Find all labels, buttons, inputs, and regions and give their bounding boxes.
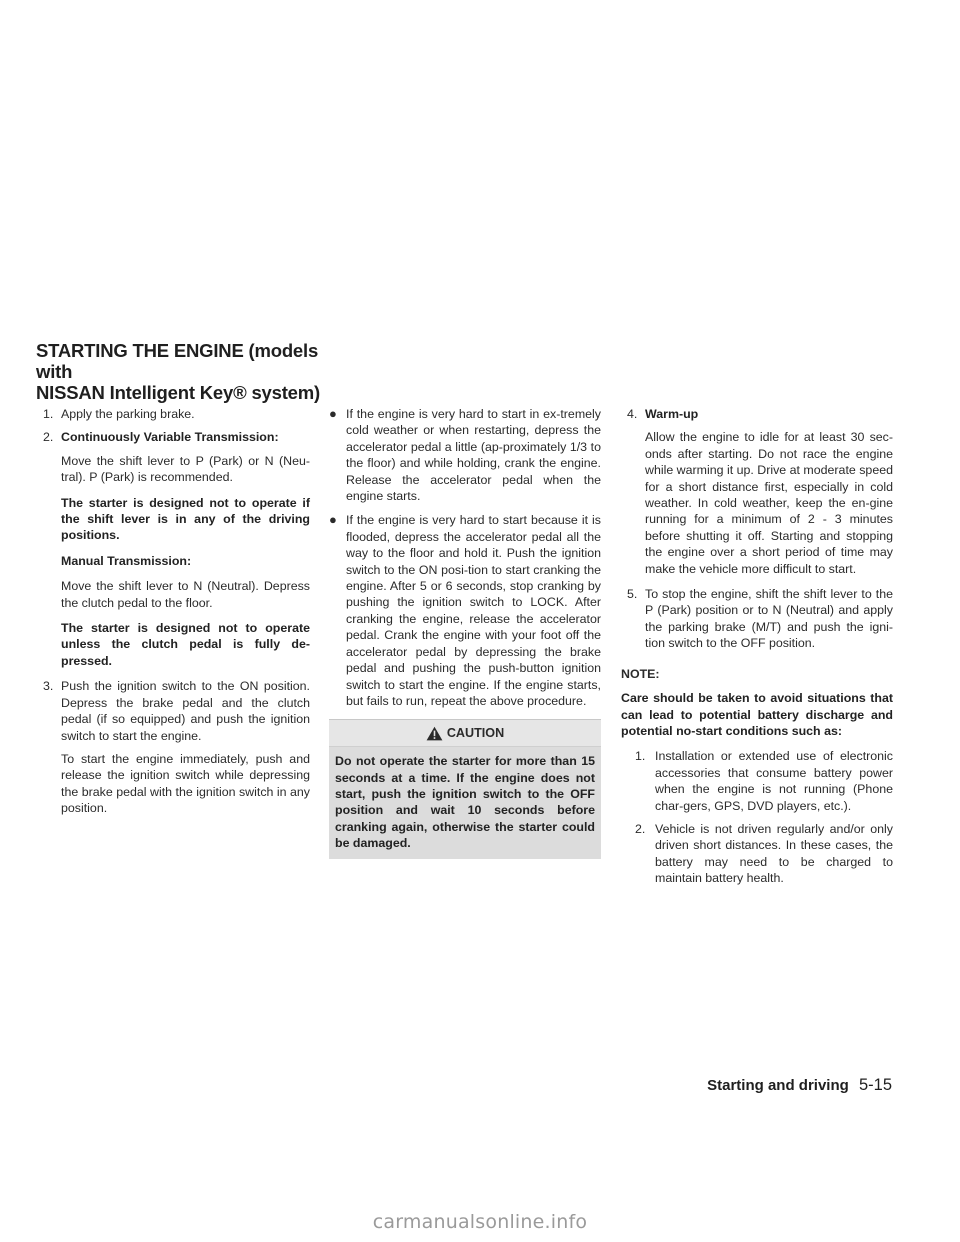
step-5 [621, 586, 893, 652]
note-item-number: 2. [635, 821, 646, 836]
footer-section-title: Starting and driving [707, 1077, 849, 1094]
step-1 [37, 406, 310, 422]
step-text: Apply the parking brake. [61, 407, 195, 421]
note-paragraph: Care should be taken to avoid situations that can lead to potential battery discharge and potential no-start conditions such as: [621, 691, 893, 738]
step-number: 5. [627, 587, 638, 602]
step-text: Push the ignition switch to the ON position. Depress the brake pedal and the clutch pedal (if so equipped) and push the ignition switch to start the engine. [61, 679, 310, 743]
note-label: NOTE: [621, 666, 660, 681]
column-right [621, 406, 893, 894]
column-left [37, 406, 310, 826]
subheading: Manual Transmission: [61, 553, 192, 568]
warning-paragraph: The starter is designed not to operate if the shift lever is in any of the driving positions. [61, 495, 310, 543]
heading-line-2: NISSAN Intelligent Key® system) [36, 382, 320, 403]
step-number: 3. [43, 679, 54, 694]
caution-box [329, 719, 601, 859]
bullet-item [329, 512, 601, 709]
caution-header [329, 720, 601, 747]
note-item-number: 1. [635, 749, 646, 764]
page-number: 5-15 [858, 1076, 892, 1094]
section-heading [36, 340, 356, 403]
heading-line-1: STARTING THE ENGINE (models with [36, 340, 319, 382]
paragraph: To start the engine immediately, push and release the ignition switch while depressing the brake pedal with the ignition switch in any position. [61, 751, 310, 816]
step-2 [37, 429, 310, 445]
bullet-text: If the engine is very hard to start because it is flooded, depress the accelerator pedal all the way to the floor and hold it. Push the ignition switch to the ON posi-tion to start cranking the engine. After 5 or 6 seconds, stop cranking by pushing the ignition switch to LOCK. After cranking the engine, release the accelerator pedal. Crank the engine with your foot off the accelerator pedal by depressing the brake pedal and pushing the push-button ignition switch to start the engine. If the engine starts, but fails to run, repeat the above procedure. [346, 513, 601, 708]
note-item-1 [621, 748, 893, 814]
step-text: To stop the engine, shift the shift lever to the P (Park) position or to N (Neutral) and apply the parking brake (M/T) and push the igni-tion switch to the OFF position. [645, 587, 893, 651]
step-number: 2. [43, 430, 54, 445]
watermark: carmanualsonline.info [372, 1210, 588, 1233]
step-label: Warm-up [645, 407, 699, 421]
bullet-icon: ● [329, 406, 337, 421]
caution-title: CAUTION [446, 726, 505, 741]
step-label: Continuously Variable Transmission: [61, 430, 279, 445]
warning-triangle-icon [426, 726, 443, 741]
bullet-icon: ● [329, 512, 337, 528]
paragraph: Allow the engine to idle for at least 30 sec-onds after starting. Do not race the engine while warming it up. Drive at moderate speed for a short distance first, especially in cold weather. In cold weather, keep the en-gine running for a minimum of 2 - 3 minutes before shutting it off. Starting and stopping the engine over a short period of time may make the vehicle more difficult to start. [645, 430, 893, 576]
step-3 [37, 678, 310, 744]
step-4 [621, 406, 893, 422]
paragraph: Move the shift lever to N (Neutral). Depress the clutch pedal to the floor. [61, 579, 310, 610]
note-item-text: Vehicle is not driven regularly and/or only driven short distances. In these cases, the battery may need to be charged to maintain battery health. [655, 821, 893, 886]
note-item-text: Installation or extended use of electronic accessories that consume battery power when the engine is not running (Phone char-gers, GPS, DVD players, etc.). [655, 749, 893, 813]
column-middle [329, 406, 601, 859]
step-number: 1. [43, 407, 54, 421]
bullet-text: If the engine is very hard to start in ex-tremely cold weather or when restarting, depress the accelerator pedal a little (ap-proximately 1/3 to the floor) and while holding, crank the engine. Release the accelerator pedal when the engine starts. [346, 407, 601, 504]
bullet-item [329, 406, 601, 504]
step-number: 4. [627, 407, 638, 421]
paragraph: Move the shift lever to P (Park) or N (Neu-tral). P (Park) is recommended. [61, 453, 310, 485]
note-item-2 [621, 821, 893, 887]
caution-text: Do not operate the starter for more than 15 seconds at a time. If the engine does not start, push the ignition switch to the OFF position and wait 10 seconds before cranking again, otherwise the starter could be damaged. [335, 754, 595, 850]
page-footer [707, 1076, 892, 1095]
warning-paragraph: The starter is designed not to operate unless the clutch pedal is fully de-pressed. [61, 621, 310, 668]
